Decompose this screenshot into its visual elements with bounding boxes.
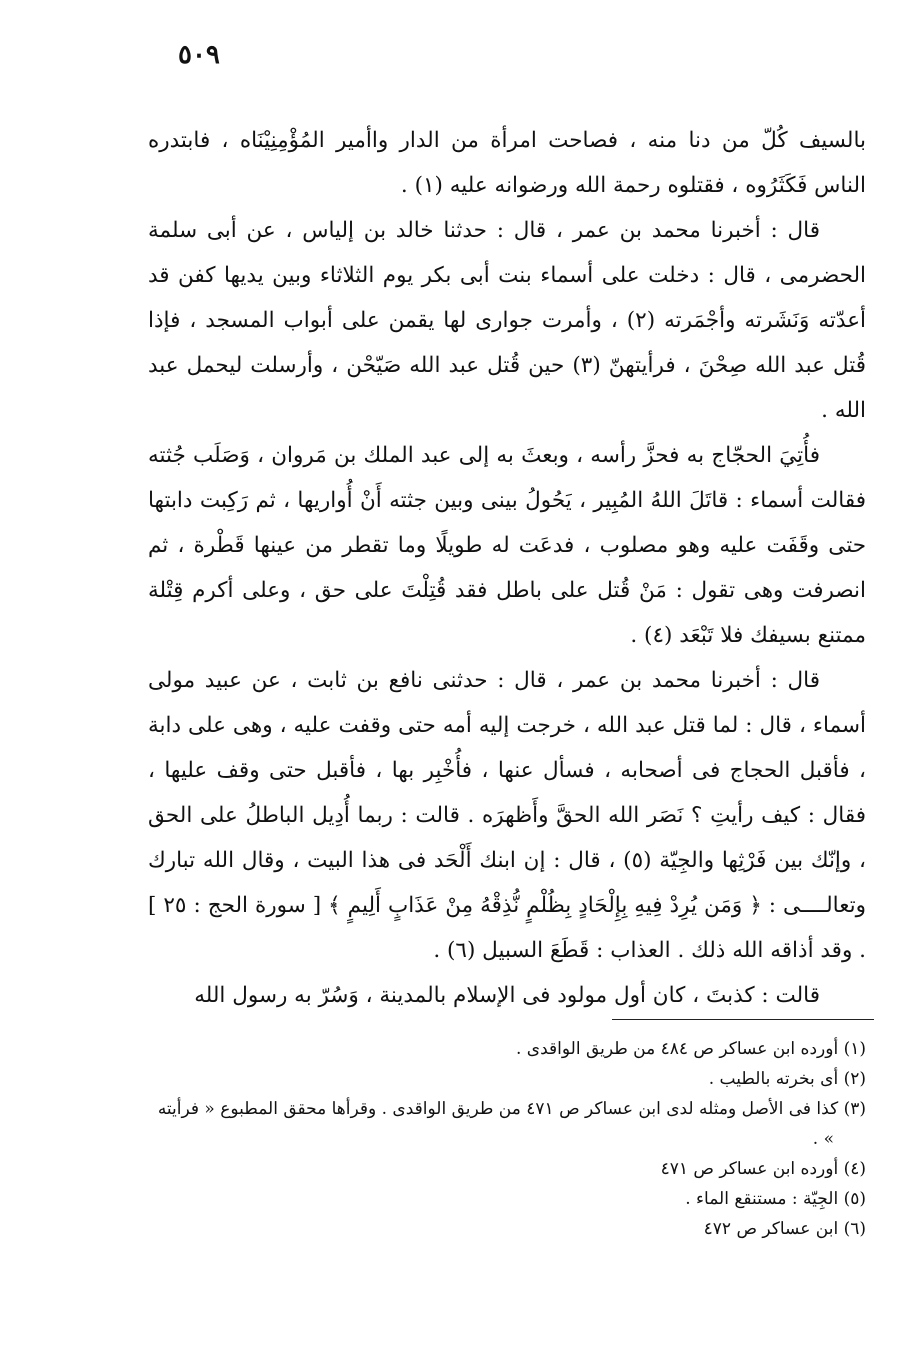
footnote-1: (١) أورده ابن عساكر ص ٤٨٤ من طريق الواقدى .	[515, 1039, 866, 1059]
paragraph-5: قالت : كذبتَ ، كان أول مولود فى الإسلام بالمدينة ، وَسُرّ به رسول الله	[194, 983, 820, 1008]
paragraph-4	[148, 658, 866, 973]
footnote-3: (٣) كذا فى الأصل ومثله لدى ابن عساكر ص ٤٧١ من طريق الواقدى . وقرأها محقق المطبوع « فرأيته » .	[157, 1099, 866, 1149]
footnotes	[148, 1034, 866, 1244]
quran-verse: ﴿ وَمَن يُرِدْ فِيهِ بِإِلْحَادٍ بِظُلْمٍ نُّذِقْهُ مِنْ عَذَابٍ أَلِيمٍ ﴾	[328, 893, 762, 918]
quran-reference: [ سورة الحج : ٢٥ ]	[148, 893, 322, 918]
paragraph-4-ending: . وقد أذاقه الله ذلك . العذاب : قَطَعَ السبيل (٦) .	[433, 938, 866, 963]
page-number: ٥٠٩	[178, 40, 220, 70]
footnote-divider	[612, 1019, 874, 1020]
main-text	[148, 118, 866, 1018]
footnote-6: (٦) ابن عساكر ص ٤٧٢	[703, 1219, 866, 1239]
paragraph-2: قال : أخبرنا محمد بن عمر ، قال : حدثنا خالد بن إلياس ، عن أبى سلمة الحضرمى ، قال : دخلت على أسماء بنت أبى بكر يوم الثلاثاء وبين يديها كفن قد أعدّته وَنَشَرته وأجْمَرته (٢) ، وأمرت جوارى لها يقمن على أبواب المسجد ، فإذا قُتل عبد الله صِحْنَ ، فرأيتهنّ (٣) حين قُتل عبد الله صَيّحْن ، وأرسلت ليحمل عبد الله .	[148, 218, 867, 423]
paragraph-4-text: قال : أخبرنا محمد بن عمر ، قال : حدثنى نافع بن ثابت ، عن عبيد مولى أسماء ، قال : لما قتل عبد الله ، خرجت إليه أمه حتى وقفت عليه ، وهى على دابة ، فأقبل الحجاج فى أصحابه ، فسأل عنها ، فأُخْبِر بها ، فأقبل حتى وقف عليها ، فقال : كيف رأيتِ ؟ نَصَر الله الحقَّ وأَظهرَه . قالت : ربما أُدِيل الباطلُ على الحق ، وإنّك بين فَرْثِها والجِيّة (٥) ، قال : إن ابنك أَلْحَد فى هذا البيت ، وقال الله تبارك وتعالــــى :	[148, 668, 866, 918]
footnote-4: (٤) أورده ابن عساكر ص ٤٧١	[660, 1159, 866, 1179]
footnote-5: (٥) الجِيّة : مستنقع الماء .	[685, 1189, 866, 1209]
paragraph-3: فأُتِيَ الحجّاج به فحزَّ رأسه ، وبعثَ به إلى عبد الملك بن مَروان ، وَصَلَب جُثته فقالت أسماء : قاتَلَ اللهُ المُبِير ، يَحُولُ بينى وبين جثته أَنْ أُواريها ، ثم رَكِبت دابتها حتى وقَفَت عليه وهو مصلوب ، فدعَت له طويلًا وما تقطر من عينها قَطْرة ، ثم انصرفت وهى تقول : مَنْ قُتل على باطل فقد قُتِلْتَ على حق ، وعلى أكرم قِتْلة ممتنع بسيفك فلا تَبْعَد (٤) .	[148, 443, 866, 648]
paragraph-1: بالسيف كُلّ من دنا منه ، فصاحت امرأة من الدار واأمير المُؤْمِنِيْنَاه ، فابتدره الناس فَكَثَرُوه ، فقتلوه رحمة الله ورضوانه عليه (١) .	[148, 128, 866, 198]
footnote-2: (٢) أى بخرته بالطيب .	[708, 1069, 866, 1089]
